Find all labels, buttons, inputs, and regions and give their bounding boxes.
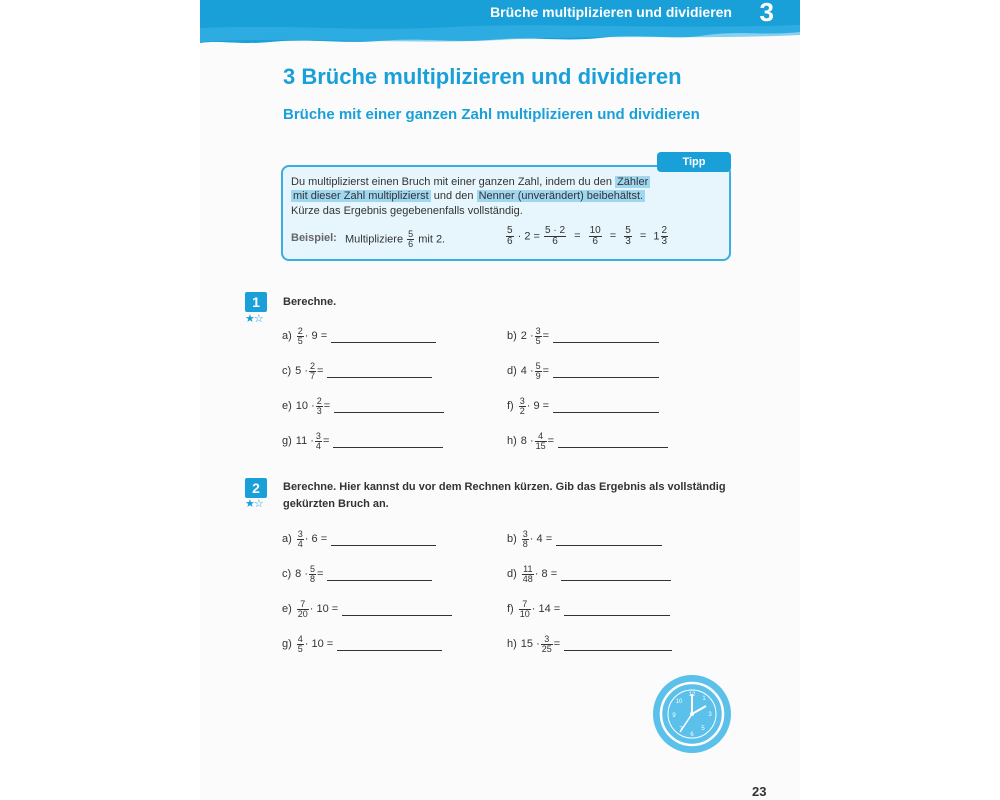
fraction <box>309 362 316 381</box>
fraction <box>535 432 547 451</box>
exercise-task <box>282 632 442 656</box>
denominator: 6 <box>552 236 558 247</box>
numerator: 5 <box>625 225 631 236</box>
numerator: 10 <box>589 225 601 236</box>
exercise-task <box>507 394 659 418</box>
fraction <box>297 327 304 346</box>
answer-line[interactable] <box>333 435 443 448</box>
exercise-1-number: 1 <box>245 292 267 312</box>
example-equation <box>505 226 669 247</box>
exercise-task <box>282 527 436 551</box>
operator: · 2 = <box>517 230 540 243</box>
exercise-2-number: 2 <box>245 478 267 498</box>
banner-chapter-number: 3 <box>759 0 774 27</box>
denominator: 6 <box>507 236 513 247</box>
svg-text:10: 10 <box>675 699 683 705</box>
denominator: 6 <box>408 239 414 249</box>
numerator: 2 <box>316 395 322 406</box>
numerator: 5 <box>310 563 316 574</box>
task-label: g) <box>282 638 292 650</box>
answer-line[interactable] <box>331 533 436 546</box>
numerator: 2 <box>297 325 303 336</box>
exercise-task <box>507 632 672 656</box>
task-label: a) <box>282 330 292 342</box>
fraction <box>535 327 542 346</box>
numerator: 2 <box>661 225 668 236</box>
denominator: 20 <box>297 608 308 619</box>
tip-text: und den <box>430 190 477 202</box>
task-label: b) <box>507 330 517 342</box>
exercise-task <box>507 429 668 453</box>
denominator: 48 <box>522 573 533 584</box>
tip-text: Du multiplizierst einen Bruch mit einer ganzen Zahl, indem du den <box>291 176 616 188</box>
answer-line[interactable] <box>553 330 659 343</box>
tip-highlight: mit dieser Zahl multiplizierst <box>293 190 429 202</box>
numerator: 3 <box>522 528 528 539</box>
numerator: 4 <box>535 432 547 442</box>
svg-text:9: 9 <box>672 713 676 719</box>
fraction <box>297 635 304 654</box>
difficulty-stars-icon: ★☆ <box>245 313 263 325</box>
svg-text:12: 12 <box>688 692 696 698</box>
task-label: f) <box>507 603 514 615</box>
task-prefix: 4 · <box>520 365 534 377</box>
task-label: b) <box>507 533 517 545</box>
task-suffix: · 9 = <box>304 330 328 342</box>
task-label: d) <box>507 568 517 580</box>
banner-title: Brüche multiplizieren und dividieren <box>490 4 732 20</box>
fraction <box>535 362 542 381</box>
task-prefix: 8 · <box>520 435 534 447</box>
denominator: 3 <box>661 236 668 247</box>
task-prefix: 2 · <box>520 330 534 342</box>
numerator: 7 <box>519 600 531 610</box>
svg-text:1: 1 <box>702 696 706 702</box>
denominator: 15 <box>535 440 546 451</box>
exercise-task <box>282 359 432 383</box>
task-prefix: 15 · <box>520 638 540 650</box>
answer-line[interactable] <box>342 603 452 616</box>
answer-line[interactable] <box>564 638 672 651</box>
numerator: 3 <box>519 395 525 406</box>
denominator: 25 <box>541 643 552 654</box>
equals-sign: = <box>574 230 581 243</box>
denominator: 4 <box>315 440 321 451</box>
exercise-task <box>507 359 659 383</box>
denominator: 4 <box>297 538 303 549</box>
tip-line-3: Kürze das Ergebnis gegebenenfalls vollständig. <box>291 205 523 217</box>
answer-line[interactable] <box>334 400 444 413</box>
equals-sign: = <box>639 230 647 243</box>
task-label: e) <box>282 400 292 412</box>
exercise-task <box>507 527 662 551</box>
numerator: 4 <box>297 633 303 644</box>
task-suffix: · 10 = <box>309 603 339 615</box>
task-suffix: · 6 = <box>304 533 328 545</box>
task-suffix: · 4 = <box>529 533 553 545</box>
task-label: g) <box>282 435 292 447</box>
answer-line[interactable] <box>337 638 442 651</box>
mixed-number-whole: 1 <box>653 230 660 243</box>
fraction <box>316 397 323 416</box>
denominator: 9 <box>535 370 541 381</box>
exercise-task <box>282 562 432 586</box>
tip-badge: Tipp <box>657 152 731 172</box>
chapter-heading: 3 Brüche multiplizieren und dividieren <box>283 64 682 89</box>
denominator: 10 <box>519 608 530 619</box>
svg-text:3: 3 <box>708 712 712 718</box>
answer-line[interactable] <box>561 568 671 581</box>
task-suffix: · 14 = <box>531 603 561 615</box>
task-label: c) <box>282 365 292 377</box>
fraction <box>297 600 309 619</box>
task-label: c) <box>282 568 292 580</box>
exercise-task <box>282 429 443 453</box>
svg-text:7: 7 <box>679 727 683 733</box>
exercise-task <box>282 324 436 348</box>
difficulty-stars-icon: ★☆ <box>245 498 263 510</box>
fraction <box>522 565 534 584</box>
task-label: d) <box>507 365 517 377</box>
answer-line[interactable] <box>556 533 662 546</box>
example-instruction <box>345 230 445 249</box>
example-text: mit 2. <box>418 233 446 246</box>
numerator: 5 <box>535 360 541 371</box>
task-suffix: = <box>553 638 561 650</box>
denominator: 7 <box>310 370 316 381</box>
numerator: 5 · 2 <box>545 225 566 236</box>
denominator: 2 <box>519 405 525 416</box>
fraction <box>315 432 322 451</box>
exercise-task <box>507 324 659 348</box>
answer-line[interactable] <box>553 400 659 413</box>
equals-sign: = <box>609 230 617 243</box>
task-suffix: · 10 = <box>304 638 334 650</box>
task-prefix: 5 · <box>295 365 309 377</box>
fraction <box>544 226 566 247</box>
task-suffix: = <box>317 568 324 580</box>
fraction <box>297 530 304 549</box>
fraction <box>519 600 531 619</box>
svg-text:5: 5 <box>701 726 705 732</box>
exercise-task <box>282 597 452 621</box>
task-suffix: · 9 = <box>526 400 550 412</box>
stopwatch-clock-icon <box>652 674 732 754</box>
exercise-task <box>507 562 671 586</box>
task-suffix: = <box>542 330 550 342</box>
denominator: 6 <box>592 236 598 247</box>
answer-line[interactable] <box>331 330 436 343</box>
task-suffix: · 8 = <box>534 568 558 580</box>
fraction <box>589 226 602 247</box>
fraction <box>661 226 669 247</box>
task-suffix: = <box>547 435 555 447</box>
answer-line[interactable] <box>327 568 432 581</box>
numerator: 3 <box>297 528 303 539</box>
answer-line[interactable] <box>553 365 659 378</box>
page-number: 23 <box>752 784 767 799</box>
denominator: 3 <box>625 236 631 247</box>
denominator: 5 <box>297 643 303 654</box>
answer-line[interactable] <box>327 365 432 378</box>
exercise-task <box>507 597 670 621</box>
task-label: a) <box>282 533 292 545</box>
task-label: e) <box>282 603 292 615</box>
task-suffix: = <box>317 365 324 377</box>
denominator: 5 <box>297 335 303 346</box>
numerator: 3 <box>315 430 321 441</box>
task-prefix: 11 · <box>295 435 314 447</box>
fraction <box>522 530 529 549</box>
numerator: 5 <box>507 225 513 236</box>
task-suffix: = <box>323 400 331 412</box>
numerator: 11 <box>523 563 533 574</box>
task-suffix: = <box>322 435 330 447</box>
tip-highlight: Zähler <box>617 176 649 188</box>
tip-line-1 <box>291 176 650 188</box>
task-prefix: 8 · <box>295 568 309 580</box>
answer-line[interactable] <box>564 603 670 616</box>
answer-line[interactable] <box>558 435 668 448</box>
fraction <box>519 397 526 416</box>
tip-highlight: Nenner (unverändert) beibehältst. <box>478 190 644 202</box>
task-label: f) <box>507 400 514 412</box>
fraction <box>506 226 514 247</box>
chapter-banner <box>200 0 800 50</box>
fraction <box>309 565 316 584</box>
example-text: Multipliziere <box>345 233 404 246</box>
fraction <box>624 226 632 247</box>
denominator: 8 <box>310 573 316 584</box>
fraction <box>407 230 414 249</box>
tip-line-2 <box>291 190 645 202</box>
example-label: Beispiel: <box>291 232 337 244</box>
numerator: 3 <box>535 325 541 336</box>
fraction <box>541 635 553 654</box>
numerator: 5 <box>408 229 414 239</box>
denominator: 5 <box>535 335 541 346</box>
numerator: 7 <box>297 600 309 610</box>
numerator: 3 <box>541 635 553 645</box>
exercise-1-instruction: Berechne. <box>283 296 337 308</box>
exercise-task <box>282 394 444 418</box>
task-prefix: 10 · <box>295 400 315 412</box>
svg-text:6: 6 <box>690 732 694 738</box>
task-label: h) <box>507 638 517 650</box>
task-label: h) <box>507 435 517 447</box>
section-heading: Brüche mit einer ganzen Zahl multiplizieren und dividieren <box>283 106 700 123</box>
numerator: 2 <box>310 360 316 371</box>
task-suffix: = <box>542 365 550 377</box>
denominator: 3 <box>316 405 322 416</box>
exercise-2-instruction: Berechne. Hier kannst du vor dem Rechnen kürzen. Gib das Ergebnis als vollständig gekürzten Bruch an. <box>283 481 726 510</box>
denominator: 8 <box>522 538 528 549</box>
